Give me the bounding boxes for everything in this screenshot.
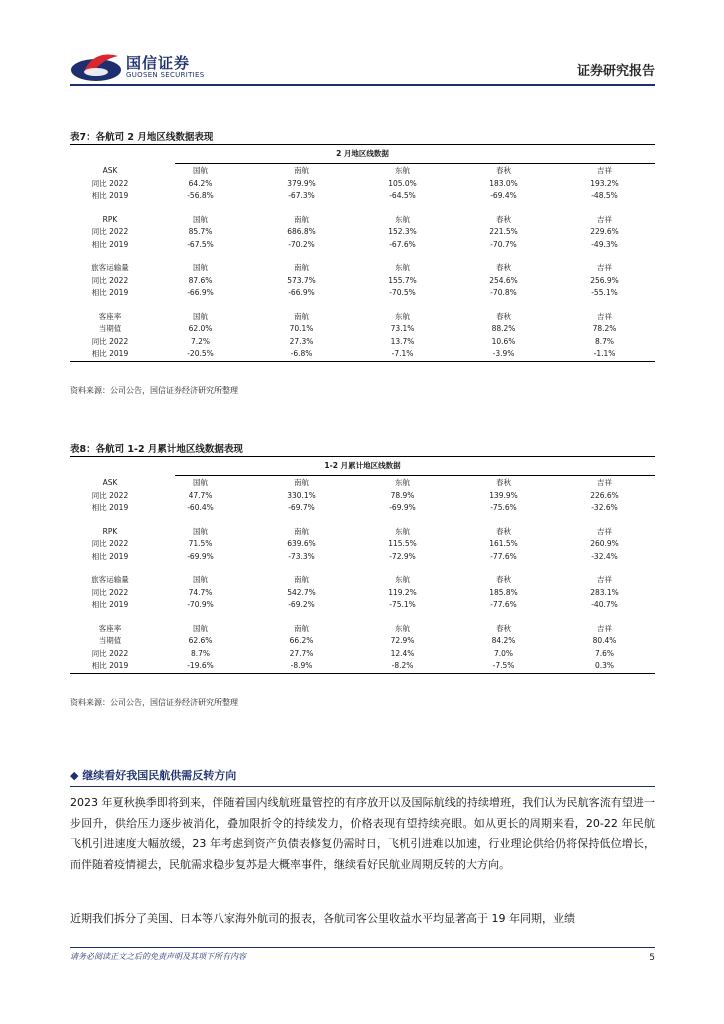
table-cell: 87.6% bbox=[188, 275, 213, 285]
table-cell: -32.4% bbox=[591, 551, 618, 561]
row-label: 相比 2019 bbox=[91, 239, 129, 249]
page-number: 5 bbox=[649, 953, 655, 963]
report-type-label: 证券研究报告 bbox=[576, 64, 655, 79]
table-cell: -7.1% bbox=[391, 349, 414, 358]
diamond-bullet-icon: ◆ bbox=[70, 769, 79, 782]
table-cell: 12.4% bbox=[390, 648, 415, 658]
table-cell: 春秋 bbox=[496, 311, 511, 321]
table-cell: -75.1% bbox=[389, 600, 416, 609]
table-cell: 南航 bbox=[294, 526, 309, 536]
table-cell: 72.9% bbox=[390, 636, 415, 645]
table-cell: 春秋 bbox=[496, 575, 511, 584]
row-label: 同比 2022 bbox=[91, 178, 129, 188]
table-cell: 春秋 bbox=[496, 478, 511, 487]
table-cell: -70.7% bbox=[490, 239, 517, 249]
table-row bbox=[70, 599, 655, 612]
table7 bbox=[70, 144, 655, 362]
table-cell: 88.2% bbox=[491, 324, 516, 333]
table-cell: 春秋 bbox=[496, 166, 511, 175]
table-cell: 139.9% bbox=[489, 490, 518, 500]
table-cell: 吉祥 bbox=[597, 526, 612, 536]
table-cell: 国航 bbox=[193, 478, 208, 487]
table-cell: 8.7% bbox=[594, 336, 615, 346]
table-cell: 193.2% bbox=[590, 178, 619, 188]
body-paragraph-2: 近期我们拆分了美国、日本等八家海外航司的报表，各航司客公里收益水平均显著高于 19 年同期，业绩 bbox=[70, 912, 575, 925]
table-cell: -66.9% bbox=[288, 288, 315, 297]
row-label: 同比 2022 bbox=[91, 275, 129, 285]
table-cell: 东航 bbox=[395, 526, 410, 536]
table-row bbox=[70, 490, 655, 503]
table-row bbox=[70, 660, 655, 673]
table-cell: 南航 bbox=[294, 623, 309, 633]
table7-block bbox=[70, 163, 655, 203]
table8-source: 资料来源：公司公告，国信证券经济研究所整理 bbox=[70, 698, 238, 707]
table-cell: -7.5% bbox=[492, 661, 515, 670]
row-label: ASK bbox=[102, 166, 118, 175]
table-cell: 东航 bbox=[395, 575, 410, 584]
section-heading bbox=[70, 767, 236, 783]
table-cell: 东航 bbox=[395, 214, 410, 224]
table-cell: 85.7% bbox=[188, 227, 213, 236]
table-cell: 13.7% bbox=[390, 336, 415, 346]
table-cell: 吉祥 bbox=[597, 478, 612, 487]
table-cell: -70.5% bbox=[389, 288, 416, 297]
table7-block bbox=[70, 260, 655, 300]
table-cell: 国航 bbox=[193, 214, 208, 224]
table-cell: 南航 bbox=[294, 575, 309, 584]
table-cell: 东航 bbox=[395, 311, 410, 321]
table-cell: 0.3% bbox=[594, 661, 615, 670]
table-cell: 80.4% bbox=[592, 636, 617, 645]
table-cell: 吉祥 bbox=[597, 575, 612, 584]
table-row bbox=[70, 348, 655, 361]
table-cell: 10.6% bbox=[491, 336, 516, 346]
table7-header-rule bbox=[175, 163, 655, 164]
page-header bbox=[70, 50, 655, 86]
table-cell: 国航 bbox=[193, 526, 208, 536]
table-cell: -69.2% bbox=[288, 600, 315, 609]
table-row bbox=[70, 275, 655, 288]
table-cell: 7.2% bbox=[190, 336, 211, 346]
table-cell: 吉祥 bbox=[597, 311, 612, 321]
table-cell: 吉祥 bbox=[597, 623, 612, 633]
table-row bbox=[70, 538, 655, 551]
row-label: 同比 2022 bbox=[91, 587, 129, 597]
table-row bbox=[70, 214, 655, 227]
table-cell: 152.3% bbox=[388, 227, 417, 236]
table-row bbox=[70, 623, 655, 636]
table-row bbox=[70, 239, 655, 252]
table-cell: 379.9% bbox=[287, 178, 316, 188]
row-label: 同比 2022 bbox=[91, 539, 129, 548]
footer-disclaimer: 请务必阅读正文之后的免责声明及其项下所有内容 bbox=[70, 952, 246, 961]
table-cell: 27.7% bbox=[289, 648, 314, 658]
table-row bbox=[70, 648, 655, 661]
table-cell: 256.9% bbox=[590, 275, 619, 285]
row-label: 当期值 bbox=[98, 324, 122, 333]
guosen-logo bbox=[70, 50, 122, 88]
footer-divider bbox=[70, 947, 655, 948]
table-cell: 74.7% bbox=[188, 587, 213, 597]
table-row bbox=[70, 502, 655, 515]
table-cell: 105.0% bbox=[388, 178, 417, 188]
table-cell: 47.7% bbox=[188, 490, 213, 500]
table-cell: -70.8% bbox=[490, 288, 517, 297]
table7-header: 2 月地区线数据 bbox=[336, 149, 389, 158]
table-cell: 春秋 bbox=[496, 526, 511, 536]
table-cell: -67.3% bbox=[288, 191, 315, 200]
table-cell: -66.9% bbox=[187, 288, 214, 297]
row-label: 同比 2022 bbox=[91, 336, 129, 346]
row-label: 相比 2019 bbox=[91, 551, 129, 561]
table-cell: -69.9% bbox=[389, 503, 416, 512]
table-cell: 221.5% bbox=[489, 227, 518, 236]
table-cell: 南航 bbox=[294, 311, 309, 321]
table-cell: -64.5% bbox=[389, 191, 416, 200]
table7-title: 表7：各航司 2 月地区线数据表现 bbox=[70, 132, 214, 143]
table-cell: 573.7% bbox=[287, 275, 316, 285]
body-paragraph-1: 2023 年夏秋换季即将到来，伴随着国内线航班量管控的有序放开以及国际航线的持续增班，我们认为民航客流有望进一步回升，供给压力逐步被消化，叠加限折令的持续发力，价格表现有望持续亮眼。如从更长的周期来看，20-22 年民航飞机引进速度大幅放缓，23 年考虑到资产负债表修复仍需时日，飞机引进难以加速，行业理论供给仍将保持低位增长，而伴随着疫情褪去，民航需求稳步复苏是大概率事件，继续看好民航业周期反转的大方向。 bbox=[70, 796, 655, 871]
section-divider bbox=[70, 786, 655, 787]
table-cell: 东航 bbox=[395, 623, 410, 633]
table-cell: 8.7% bbox=[190, 648, 211, 658]
table-cell: 70.1% bbox=[289, 324, 314, 333]
table-cell: -67.5% bbox=[187, 239, 214, 249]
table-cell: 84.2% bbox=[491, 636, 516, 645]
table-cell: -67.6% bbox=[389, 239, 416, 249]
table-cell: 春秋 bbox=[496, 263, 511, 272]
table-cell: 254.6% bbox=[489, 275, 518, 285]
table-cell: 71.5% bbox=[188, 539, 213, 548]
table-cell: 7.6% bbox=[594, 648, 615, 658]
table-cell: -55.1% bbox=[591, 288, 618, 297]
row-label: 旅客运输量 bbox=[91, 263, 129, 272]
table-cell: -1.1% bbox=[593, 349, 616, 358]
table-cell: 62.6% bbox=[188, 636, 213, 645]
table-cell: -3.9% bbox=[492, 349, 515, 358]
table-cell: 542.7% bbox=[287, 587, 316, 597]
table-cell: 185.8% bbox=[489, 587, 518, 597]
table-cell: 东航 bbox=[395, 166, 410, 175]
table-row bbox=[70, 635, 655, 648]
table-cell: -19.6% bbox=[187, 661, 214, 670]
table-cell: 62.0% bbox=[188, 324, 213, 333]
table-row bbox=[70, 311, 655, 324]
table-cell: -70.2% bbox=[288, 239, 315, 249]
row-label: 相比 2019 bbox=[91, 600, 129, 609]
table-row bbox=[70, 526, 655, 539]
table-cell: -20.5% bbox=[187, 349, 214, 358]
table-row bbox=[70, 587, 655, 600]
table-cell: 春秋 bbox=[496, 214, 511, 224]
table-row bbox=[70, 226, 655, 239]
table-cell: -69.7% bbox=[288, 503, 315, 512]
table-cell: 78.9% bbox=[390, 490, 415, 500]
table-cell: 东航 bbox=[395, 478, 410, 487]
table8-block bbox=[70, 475, 655, 515]
row-label: 当期值 bbox=[98, 636, 122, 645]
section-title-text: 继续看好我国民航供需反转方向 bbox=[82, 769, 237, 782]
table-cell: 639.6% bbox=[287, 539, 316, 548]
row-label: 相比 2019 bbox=[91, 191, 129, 200]
row-label: RPK bbox=[102, 526, 118, 536]
table-cell: -8.2% bbox=[391, 661, 414, 670]
row-label: ASK bbox=[102, 478, 118, 487]
table-cell: -48.5% bbox=[591, 191, 618, 200]
table-cell: 南航 bbox=[294, 263, 309, 272]
table-cell: -75.6% bbox=[490, 503, 517, 512]
table-row bbox=[70, 165, 655, 178]
row-label: 相比 2019 bbox=[91, 503, 129, 512]
table-cell: 229.6% bbox=[590, 227, 619, 236]
table-cell: 119.2% bbox=[388, 587, 417, 597]
table-cell: -69.4% bbox=[490, 191, 517, 200]
row-label: 相比 2019 bbox=[91, 288, 129, 297]
table-cell: -8.9% bbox=[290, 661, 313, 670]
table-cell: 330.1% bbox=[287, 490, 316, 500]
table-cell: 南航 bbox=[294, 166, 309, 175]
row-label: 同比 2022 bbox=[91, 490, 129, 500]
table-cell: -77.6% bbox=[490, 600, 517, 609]
table-cell: -56.8% bbox=[187, 191, 214, 200]
table-cell: -69.9% bbox=[187, 551, 214, 561]
table7-source: 资料来源：公司公告，国信证券经济研究所整理 bbox=[70, 386, 238, 395]
table-cell: 27.3% bbox=[289, 336, 314, 346]
table-cell: 226.6% bbox=[590, 490, 619, 500]
row-label: 相比 2019 bbox=[91, 349, 129, 358]
table-cell: 183.0% bbox=[489, 178, 518, 188]
table-row bbox=[70, 551, 655, 564]
table-cell: 7.0% bbox=[493, 648, 514, 658]
table-cell: -70.9% bbox=[187, 600, 214, 609]
row-label: 客座率 bbox=[98, 623, 122, 633]
table8-block bbox=[70, 524, 655, 564]
table-cell: 国航 bbox=[193, 311, 208, 321]
table-cell: 64.2% bbox=[188, 178, 213, 188]
row-label: 客座率 bbox=[98, 311, 122, 321]
table-cell: 南航 bbox=[294, 478, 309, 487]
table-cell: 春秋 bbox=[496, 623, 511, 633]
table-cell: 国航 bbox=[193, 575, 208, 584]
table-row bbox=[70, 336, 655, 349]
table-row bbox=[70, 323, 655, 336]
table-row bbox=[70, 477, 655, 490]
table-cell: -32.6% bbox=[591, 503, 618, 512]
table8-header: 1-2 月累计地区线数据 bbox=[324, 461, 401, 470]
logo-chinese-name: 国信证券 bbox=[126, 54, 191, 72]
table7-block bbox=[70, 212, 655, 252]
table-cell: 73.1% bbox=[390, 324, 415, 333]
table-cell: 吉祥 bbox=[597, 166, 612, 175]
logo-english-name: GUOSEN SECURITIES bbox=[126, 71, 205, 79]
header-divider bbox=[70, 84, 655, 86]
table-row bbox=[70, 574, 655, 587]
table7-body bbox=[70, 163, 655, 361]
table8-body bbox=[70, 475, 655, 673]
row-label: 旅客运输量 bbox=[91, 575, 129, 584]
table-cell: 吉祥 bbox=[597, 214, 612, 224]
table-row bbox=[70, 287, 655, 300]
table-cell: -60.4% bbox=[187, 503, 214, 512]
table-cell: 155.7% bbox=[388, 275, 417, 285]
row-label: 同比 2022 bbox=[91, 648, 129, 658]
row-label: 同比 2022 bbox=[91, 227, 129, 236]
table-cell: 南航 bbox=[294, 214, 309, 224]
table-row bbox=[70, 190, 655, 203]
table-cell: 283.1% bbox=[590, 587, 619, 597]
table-cell: -6.8% bbox=[290, 349, 313, 358]
table-cell: 686.8% bbox=[287, 227, 316, 236]
table7-block bbox=[70, 309, 655, 361]
table-row bbox=[70, 262, 655, 275]
row-label: RPK bbox=[102, 214, 118, 224]
table8-block bbox=[70, 621, 655, 673]
table-cell: -72.9% bbox=[389, 551, 416, 561]
table-cell: 260.9% bbox=[590, 539, 619, 548]
table-cell: -40.7% bbox=[591, 600, 618, 609]
table8-block bbox=[70, 572, 655, 612]
table-cell: 国航 bbox=[193, 263, 208, 272]
table-cell: 东航 bbox=[395, 263, 410, 272]
table-cell: 66.2% bbox=[289, 636, 314, 645]
table8-header-rule bbox=[175, 475, 655, 476]
table8-title: 表8：各航司 1-2 月累计地区线数据表现 bbox=[70, 444, 243, 455]
table-cell: 115.5% bbox=[388, 539, 417, 548]
table-cell: -49.3% bbox=[591, 239, 618, 249]
table-cell: -77.6% bbox=[490, 551, 517, 561]
row-label: 相比 2019 bbox=[91, 661, 129, 670]
table-cell: -73.3% bbox=[288, 551, 315, 561]
table8 bbox=[70, 456, 655, 674]
table-cell: 国航 bbox=[193, 623, 208, 633]
table-cell: 161.5% bbox=[489, 539, 518, 548]
table-cell: 吉祥 bbox=[597, 263, 612, 272]
table-row bbox=[70, 178, 655, 191]
table-cell: 国航 bbox=[193, 166, 208, 175]
table-cell: 78.2% bbox=[592, 324, 617, 333]
